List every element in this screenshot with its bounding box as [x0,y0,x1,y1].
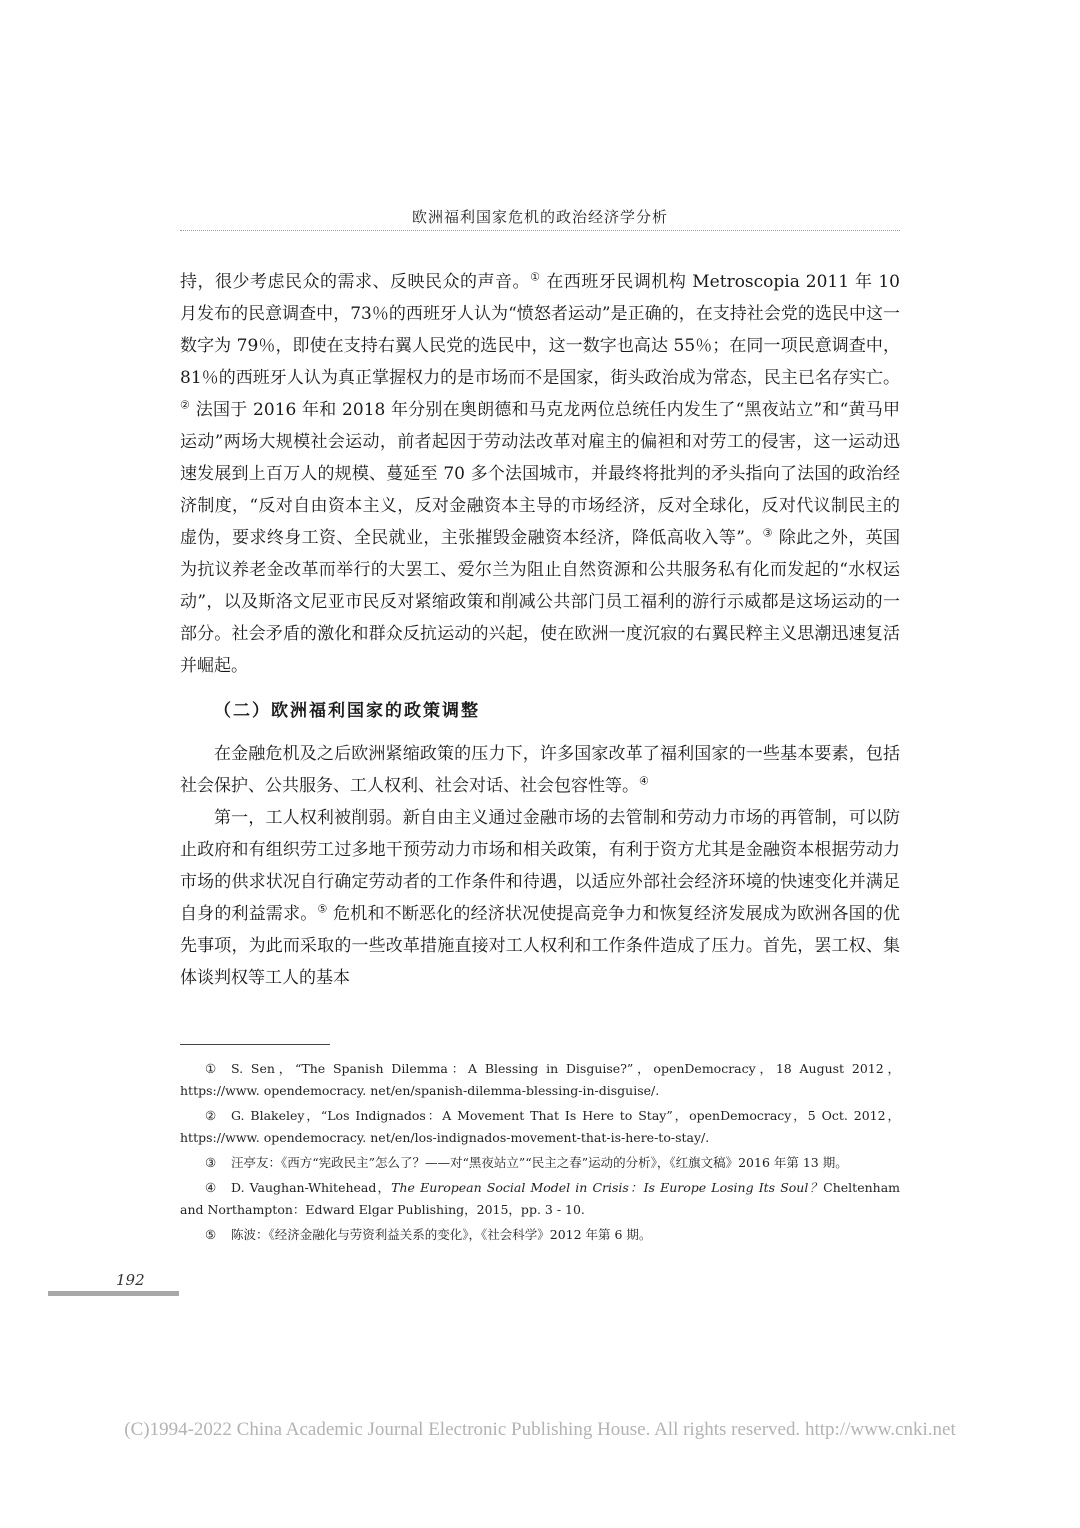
footnote-marker-1[interactable]: ① [530,270,541,284]
paragraph-2 [180,738,900,802]
paragraph-2-text-a: 在金融危机及之后欧洲紧缩政策的压力下，许多国家改革了福利国家的一些基本要素，包括社会保护、公共服务、工人权利、社会对话、社会包容性等。 [180,744,900,796]
footnote-3 [180,1152,900,1174]
body-text [180,266,900,994]
paragraph-1-text-d: 除此之外，英国为抗议养老金改革而举行的大罢工、爱尔兰为阻止自然资源和公共服务私有化而发起的“水权运动”，以及斯洛文尼亚市民反对紧缩政策和削减公共部门员工福利的游行示威都是这场运动的一部分。社会矛盾的激化和群众反抗运动的兴起，使在欧洲一度沉寂的右翼民粹主义思潮迅速复活并崛起。 [180,528,900,676]
footnote-2-number: ② [205,1108,217,1123]
footnote-rule [180,1044,330,1045]
section-heading: （二）欧洲福利国家的政策调整 [214,701,480,721]
footnote-3-text: 汪亭友：《西方“宪政民主”怎么了？——对“黑夜站立”“民主之春”运动的分析》，《红旗文稿》2016 年第 13 期。 [231,1155,848,1170]
footnote-4-number: ④ [205,1180,217,1195]
paragraph-1-text-a: 持，很少考虑民众的需求、反映民众的声音。 [180,272,531,292]
paragraph-1-text-c: 法国于 2016 年和 2018 年分别在奥朗德和马克龙两位总统任内发生了“黑夜站立”和“黄马甲运动”两场大规模社会运动，前者起因于劳动法改革对雇主的偏袒和对劳工的侵害，这一运动迅速发展到上百万人的规模、蔓延至 70 多个法国城市，并最终将批判的矛头指向了法国的政治经济制度，“反对自由资本主义，反对金融资本主导的市场经济，反对全球化，反对代议制民主的虚伪，要求终身工资、全民就业，主张摧毁金融资本经济，降低高收入等”。 [180,400,900,548]
page-number-bar [48,1291,179,1296]
footnotes [180,1058,900,1249]
footnote-4-author: D. Vaughan-Whitehead， [231,1180,392,1195]
footnote-5 [180,1224,900,1246]
header-rule [180,230,900,231]
footnote-5-text: 陈波：《经济金融化与劳资利益关系的变化》，《社会科学》2012 年第 6 期。 [231,1227,652,1242]
paragraph-3-text-a: 第一，工人权利被削弱。新自由主义通过金融市场的去管制和劳动力市场的再管制，可以防止政府和有组织劳工过多地干预劳动力市场和相关政策，有利于资方尤其是金融资本根据劳动力市场的供求状况自行确定劳动者的工作条件和待遇，以适应外部社会经济环境的快速变化并满足自身的利益需求。 [180,808,900,924]
footnote-marker-2[interactable]: ② [180,398,191,412]
footnote-1-text: S. Sen，“The Spanish Dilemma：A Blessing in Disguise?”，openDemocracy，18 August 2012，https://www. opendemocracy. net/en/spanish-dilemma-blessing-in-disguise/. [180,1061,900,1098]
running-head: 欧洲福利国家危机的政治经济学分析 [411,208,668,226]
footnote-4-publisher: Cheltenham and Northampton：Edward Elgar Publishing，2015，pp. 3 - 10. [180,1180,900,1217]
footnote-1-number: ① [205,1061,217,1076]
footnote-1 [180,1058,900,1102]
footnote-marker-3[interactable]: ③ [762,526,773,540]
footnote-4 [180,1177,900,1221]
footnote-5-number: ⑤ [205,1227,217,1242]
paragraph-3 [180,802,900,994]
copyright-watermark: (C)1994-2022 China Academic Journal Electronic Publishing House. All rights reserved. http://www.cnki.net [124,1419,956,1440]
footnote-2 [180,1105,900,1149]
footnote-marker-4[interactable]: ④ [639,774,649,788]
footnote-3-number: ③ [205,1155,217,1170]
page-number: 192 [116,1271,145,1289]
paragraph-1 [180,266,900,682]
paragraph-1-text-b: 在西班牙民调机构 Metroscopia 2011 年 10 月发布的民意调查中，73％的西班牙人认为“愤怒者运动”是正确的，在支持社会党的选民中这一数字为 79％，即使在支持右翼人民党的选民中，这一数字也高达 55％；在同一项民意调查中，81％的西班牙人认为真正掌握权力的是市场而不是国家，街头政治成为常态，民主已名存实亡。 [180,272,900,388]
footnote-marker-5[interactable]: ⑤ [317,902,328,916]
footnote-2-text: G. Blakeley，“Los Indignados：A Movement That Is Here to Stay”，openDemocracy，5 Oct. 2012，https://www. opendemocracy. net/en/los-indignados-movement-that-is-here-to-stay/. [180,1108,900,1145]
paragraph-3-text-b: 危机和不断恶化的经济状况使提高竞争力和恢复经济发展成为欧洲各国的优先事项，为此而采取的一些改革措施直接对工人权利和工作条件造成了压力。首先，罢工权、集体谈判权等工人的基本 [180,904,900,988]
footnote-4-book-title: The European Social Model in Crisis：Is Europe Losing Its Soul？ [391,1180,824,1195]
